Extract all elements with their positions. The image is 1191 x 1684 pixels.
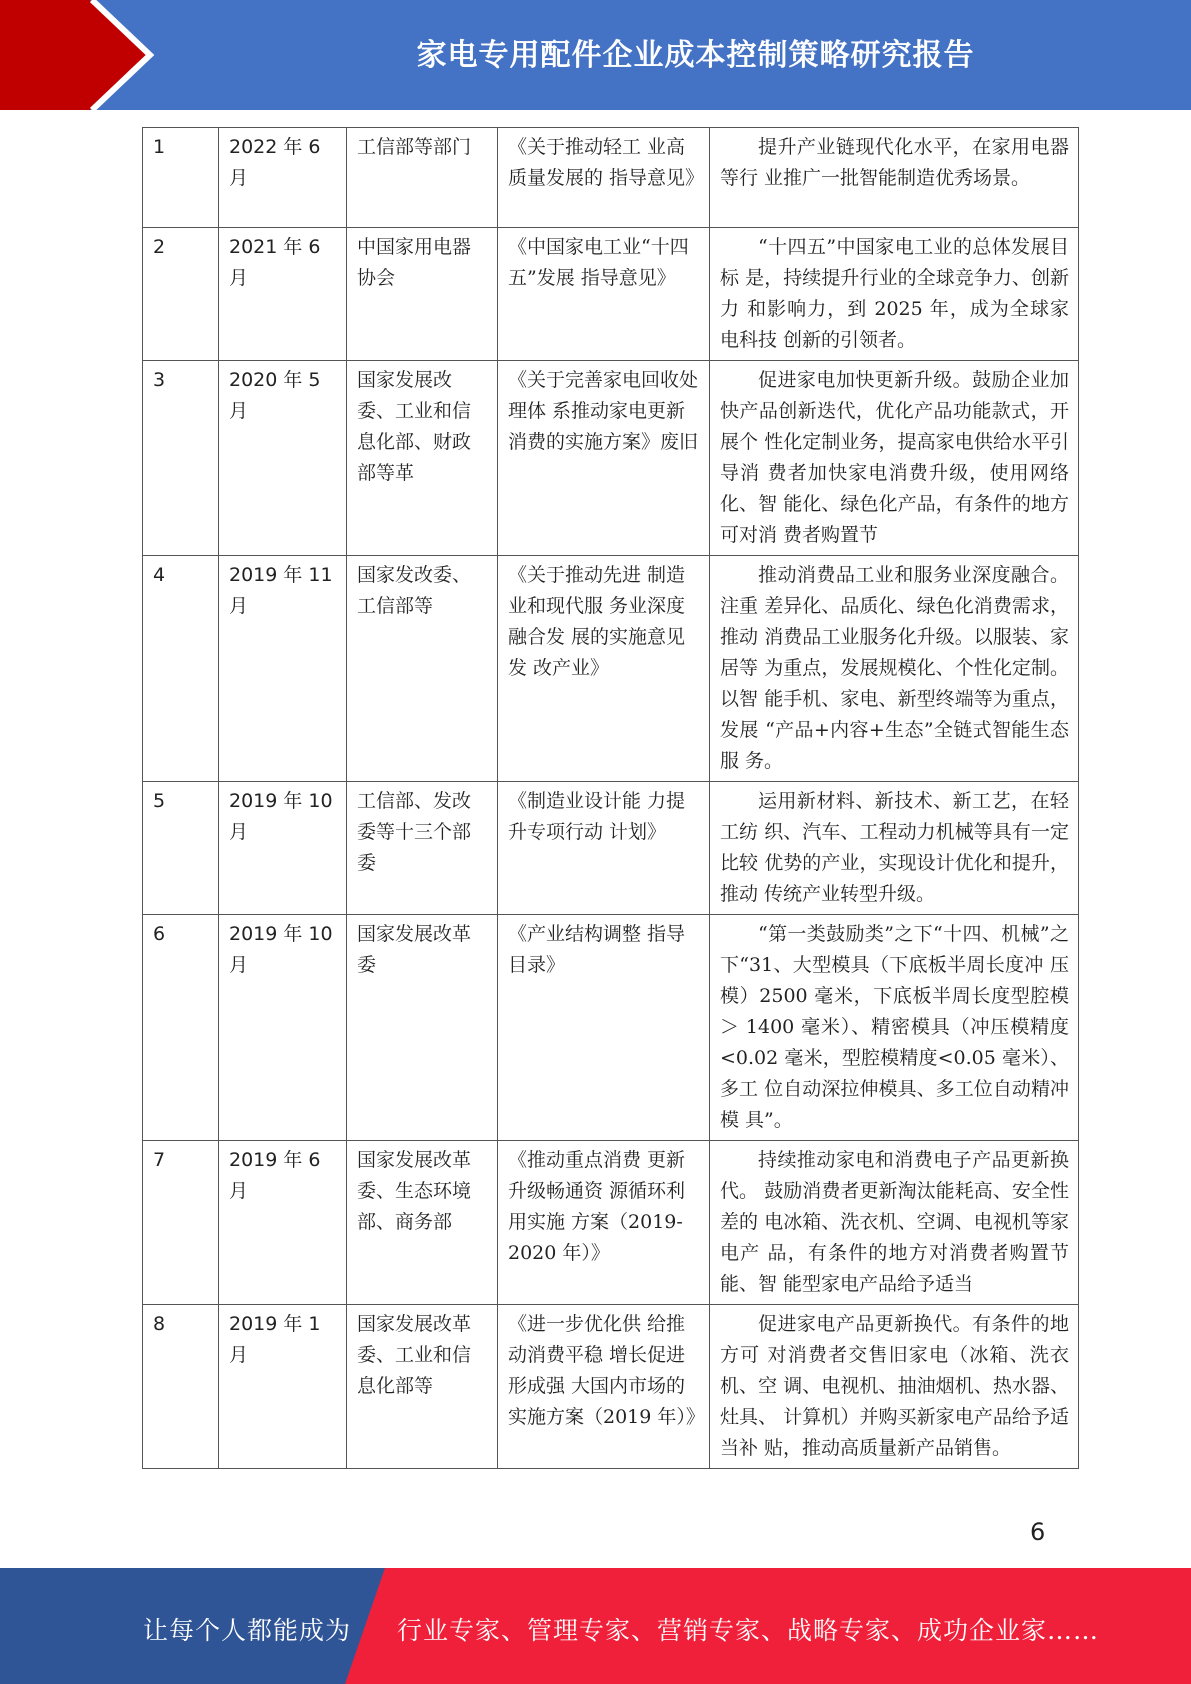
table-row	[143, 1305, 1079, 1469]
row-policy-name: 《推动重点消费 更新升级畅通资 源循环利用实施 方案（2019- 2020 年）》	[498, 1141, 710, 1305]
row-date: 2019 年 10 月	[219, 782, 347, 915]
row-number: 4	[143, 556, 219, 782]
footer-slogan-left: 让每个人都能成为	[143, 1616, 352, 1645]
table-row	[143, 782, 1079, 915]
row-policy-content: 促进家电加快更新升级。鼓励企业加快产品创新迭代，优化产品功能款式，开展个 性化定制业务，提高家电供给水平引导消 费者加快家电消费升级，使用网络化、智 能化、绿色化产品，有条件的地方可对消 费者购置节	[710, 361, 1079, 556]
report-title: 家电专用配件企业成本控制策略研究报告	[416, 38, 975, 73]
table-row	[143, 228, 1079, 361]
row-department: 国家发展改革委、生态环境部、商务部	[347, 1141, 498, 1305]
row-policy-content: “十四五”中国家电工业的总体发展目标 是，持续提升行业的全球竞争力、创新力 和影响力，到 2025 年，成为全球家电科技 创新的引领者。	[710, 228, 1079, 361]
row-department: 工信部、发改委等十三个部委	[347, 782, 498, 915]
row-date: 2019 年 1 月	[219, 1305, 347, 1469]
row-policy-name: 《制造业设计能 力提升专项行动 计划》	[498, 782, 710, 915]
row-number: 8	[143, 1305, 219, 1469]
row-policy-name: 《产业结构调整 指导目录》	[498, 915, 710, 1141]
page-footer	[0, 1568, 1191, 1684]
page-header	[0, 0, 1191, 110]
row-number: 6	[143, 915, 219, 1141]
row-department: 中国家用电器协会	[347, 228, 498, 361]
row-policy-name: 《中国家电工业“十四五”发展 指导意见》	[498, 228, 710, 361]
row-number: 3	[143, 361, 219, 556]
row-department: 国家发展改革委	[347, 915, 498, 1141]
row-department: 国家发展改革委、工业和信息化部等	[347, 1305, 498, 1469]
row-date: 2022 年 6 月	[219, 128, 347, 228]
header-arrow-decoration	[0, 0, 220, 110]
table-row	[143, 128, 1079, 228]
row-policy-content: 运用新材料、新技术、新工艺，在轻工纺 织、汽车、工程动力机械等具有一定比较 优势的产业，实现设计优化和提升，推动 传统产业转型升级。	[710, 782, 1079, 915]
row-policy-content: “第一类鼓励类”之下“十四、机械”之下“31、大型模具（下底板半周长度冲 压模）2500 毫米，下底板半周长度型腔模 ＞ 1400 毫米）、精密模具（冲压模精度 <0.02 毫米，型腔模精度<0.05 毫米）、多工 位自动深拉伸模具、多工位自动精冲模 具”。	[710, 915, 1079, 1141]
table-row	[143, 1141, 1079, 1305]
footer-slogan-right: 行业专家、管理专家、营销专家、战略专家、成功企业家……	[397, 1616, 1100, 1645]
row-date: 2019 年 6 月	[219, 1141, 347, 1305]
row-policy-content: 促进家电产品更新换代。有条件的地方可 对消费者交售旧家电（冰箱、洗衣机、空 调、电视机、抽油烟机、热水器、灶具、 计算机）并购买新家电产品给予适当补 贴，推动高质量新产品销售。	[710, 1305, 1079, 1469]
row-policy-content: 推动消费品工业和服务业深度融合。注重 差异化、品质化、绿色化消费需求，推动 消费品工业服务化升级。以服装、家居等 为重点，发展规模化、个性化定制。以智 能手机、家电、新型终端等为重点，发展 “产品+内容+生态”全链式智能生态服 务。	[710, 556, 1079, 782]
row-department: 工信部等部门	[347, 128, 498, 228]
row-policy-name: 《关于完善家电回收处理体 系推动家电更新 消费的实施方案》废旧	[498, 361, 710, 556]
table-row	[143, 915, 1079, 1141]
row-number: 7	[143, 1141, 219, 1305]
row-date: 2020 年 5 月	[219, 361, 347, 556]
row-date: 2019 年 11 月	[219, 556, 347, 782]
row-policy-name: 《关于推动轻工 业高质量发展的 指导意见》	[498, 128, 710, 228]
table-row	[143, 556, 1079, 782]
row-policy-name: 《进一步优化供 给推动消费平稳 增长促进形成强 大国内市场的实施方案（2019 年）》	[498, 1305, 710, 1469]
row-policy-name: 《关于推动先进 制造业和现代服 务业深度融合发 展的实施意见发 改产业》	[498, 556, 710, 782]
row-policy-content: 提升产业链现代化水平，在家用电器等行 业推广一批智能制造优秀场景。	[710, 128, 1079, 228]
row-number: 2	[143, 228, 219, 361]
row-date: 2019 年 10 月	[219, 915, 347, 1141]
table-row	[143, 361, 1079, 556]
row-department: 国家发改委、工信部等	[347, 556, 498, 782]
policy-table	[142, 127, 1079, 1469]
page-number: 6	[1030, 1518, 1046, 1546]
row-policy-content: 持续推动家电和消费电子产品更新换代。 鼓励消费者更新淘汰能耗高、安全性差的 电冰箱、洗衣机、空调、电视机等家电产 品，有条件的地方对消费者购置节能、智 能型家电产品给予适当	[710, 1141, 1079, 1305]
row-number: 1	[143, 128, 219, 228]
row-number: 5	[143, 782, 219, 915]
row-department: 国家发展改委、工业和信息化部、财政部等革	[347, 361, 498, 556]
row-date: 2021 年 6 月	[219, 228, 347, 361]
